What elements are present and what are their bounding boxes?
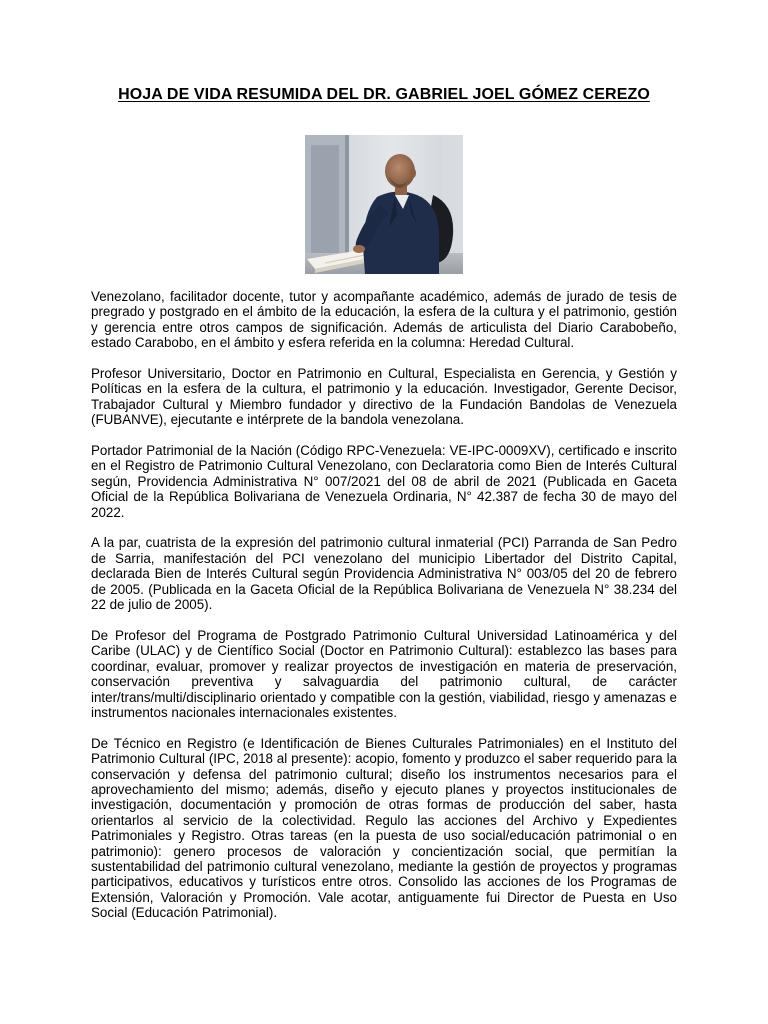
document-title-text: HOJA DE VIDA RESUMIDA DEL DR. GABRIEL JOEL GÓMEZ CEREZO: [118, 86, 650, 103]
paragraph-6: De Técnico en Registro (e Identificación de Bienes Culturales Patrimoniales) en el Instituto del Patrimonio Cultural (IPC, 2018 al presente): acopio, fomento y produzco el saber requerido para la conservación y defensa del patrimonio cultural; diseño los instrumentos necesarios para el aprovechamiento del mismo; además, diseño y ejecuto planes y proyectos institucionales de investigación, documentación y promoción de otras formas de producción del saber, hasta orientarlos al servicio de la colectividad. Regulo las acciones del Archivo y Expedientes Patrimoniales y Registro. Otras tareas (en la puesta de uso social/educación patrimonial o en patrimonio): genero procesos de valoración y concientización social, que permitían la sustentabilidad del patrimonio cultural venezolano, mediante la gestión de proyectos y programas participativos, educativos y turísticos entre otros. Consolido las acciones de los Programas de Extensión, Valoración y Promoción. Vale acotar, antiguamente fui Director de Puesta en Uso Social (Educación Patrimonial).: [91, 735, 677, 921]
paragraph-2: Profesor Universitario, Doctor en Patrimonio en Cultural, Especialista en Gerencia, y Gestión y Políticas en la esfera de la cultura, el patrimonio y la educación. Investigador, Gerente Decisor, Trabajador Cultural y Miembro fundador y directivo de la Fundación Bandolas de Venezuela (FUBANVE), ejecutante e intérprete de la bandola venezolana.: [91, 366, 677, 428]
paragraph-5: De Profesor del Programa de Postgrado Patrimonio Cultural Universidad Latinoamérica y del Caribe (ULAC) y de Científico Social (Doctor en Patrimonio Cultural): establezco las bases para coordinar, evaluar, promover y realizar proyectos de investigación en materia de preservación, conservación preventiva y salvaguardia del patrimonio cultural, de carácter inter/trans/multi/disciplinario orientado y compatible con la gestión, viabilidad, riesgo y amenazas e instrumentos nacionales internacionales existentes.: [91, 627, 677, 720]
document-body: [91, 289, 677, 936]
portrait-photo-icon: [305, 135, 463, 274]
paragraph-1: Venezolano, facilitador docente, tutor y acompañante académico, además de jurado de tesis de pregrado y postgrado en el ámbito de la educación, la esfera de la cultura y el patrimonio, gestión y gerencia entre otros campos de significación. Además de articulista del Diario Carabobeño, estado Carabobo, en el ámbito y esfera referida en la columna: Heredad Cultural.: [91, 289, 677, 351]
portrait-photo: [305, 135, 463, 274]
document-title: [0, 86, 768, 104]
paragraph-3: Portador Patrimonial de la Nación (Código RPC-Venezuela: VE-IPC-0009XV), certificado e inscrito en el Registro de Patrimonio Cultural Venezolano, con Declaratoria como Bien de Interés Cultural según, Providencia Administrativa N° 007/2021 del 08 de abril de 2021 (Publicada en Gaceta Oficial de la República Bolivariana de Venezuela Ordinaria, N° 42.387 de fecha 30 de mayo del 2022.: [91, 443, 677, 520]
paragraph-4: A la par, cuatrista de la expresión del patrimonio cultural inmaterial (PCI) Parranda de San Pedro de Sarria, manifestación del PCI venezolano del municipio Libertador del Distrito Capital, declarada Bien de Interés Cultural según Providencia Administrativa N° 003/05 del 20 de febrero de 2005. (Publicada en la Gaceta Oficial de la República Bolivariana de Venezuela N° 38.234 del 22 de julio de 2005).: [91, 535, 677, 613]
